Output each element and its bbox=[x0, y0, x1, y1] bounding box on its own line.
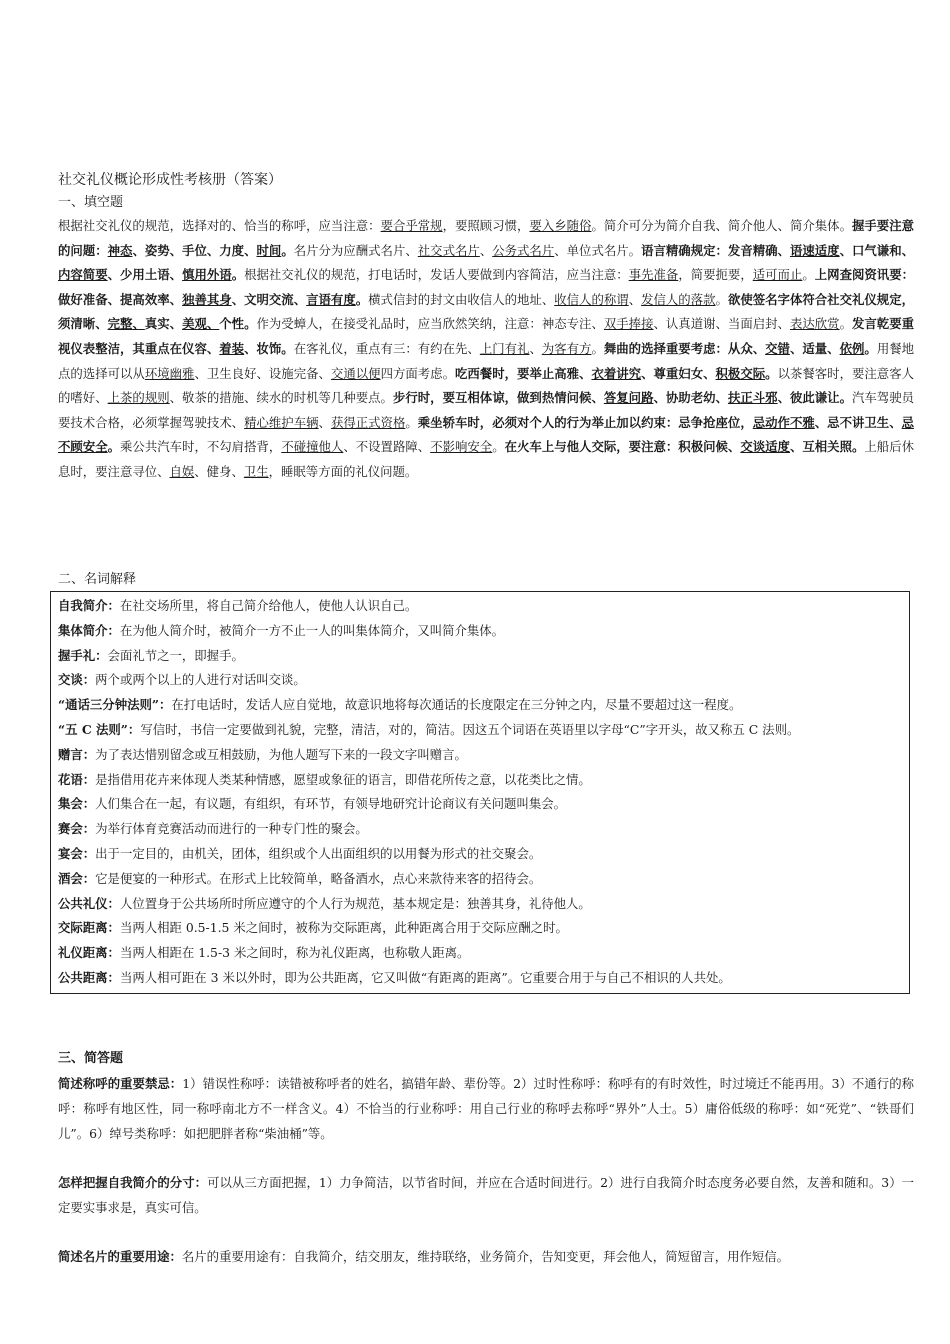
paragraph-text: 握手要注意的问题： bbox=[58, 218, 915, 258]
definition-term: 赠言： bbox=[58, 746, 96, 762]
paragraph-text: 上船后休息时，要注意寻位、 bbox=[58, 439, 915, 479]
answer-blank: 语速适度 bbox=[789, 242, 840, 258]
question-label: 简述名片的重要用途： bbox=[58, 1249, 182, 1264]
answer-blank: 环境幽雅 bbox=[144, 365, 195, 381]
paragraph-text: 以茶餐客时，要注意客人的嗜好、 bbox=[58, 365, 915, 406]
paragraph-text: 、健身、 bbox=[194, 463, 244, 479]
definition-term: 花语： bbox=[58, 771, 96, 787]
answer-blank: 交谈适度 bbox=[740, 439, 790, 455]
definition-item bbox=[58, 668, 903, 693]
answer-blank: 交错 bbox=[765, 340, 790, 356]
paragraph-text: 、互相关照。 bbox=[789, 439, 865, 455]
answer-blank: 事先准备 bbox=[628, 267, 679, 283]
answer-text: 名片的重要用途有：自我简介，结交朋友，维持联络，业务简介，告知变更，拜会他人，简短留言，用作短信。 bbox=[181, 1249, 790, 1264]
section-heading-definitions: 二、名词解释 bbox=[58, 572, 137, 587]
paragraph-text: 用餐地点的选择可以从 bbox=[58, 340, 915, 381]
paragraph-text: 、彼此谦让。 bbox=[777, 390, 852, 406]
answer-blank: 忌动作不雅 bbox=[752, 414, 815, 430]
definition-item bbox=[58, 594, 903, 619]
definition-term: 酒会： bbox=[58, 870, 96, 886]
paragraph-text: 、 bbox=[529, 340, 542, 356]
paragraph-text: 在客礼仪，重点有三：有约在先、 bbox=[293, 340, 480, 356]
paragraph-text: 、敬茶的措施、续水的时机等几种要点。 bbox=[169, 390, 393, 406]
paragraph-text: 根据社交礼仪的规范，打电话时，发话人要做到内容简洁，应当注意： bbox=[244, 267, 629, 283]
answer-blank: 美观、 bbox=[182, 316, 220, 332]
paragraph-text: 。 bbox=[591, 340, 604, 356]
paragraph-text: ，简要扼要， bbox=[678, 267, 753, 283]
paragraph-text: 。 bbox=[492, 439, 505, 455]
definition-term: 公共距离： bbox=[58, 969, 120, 985]
paragraph-text: 发言乾要重视仪表整洁，其重点在仪容、 bbox=[58, 316, 915, 356]
definition-text: 当两人相可距在 3 米以外时，即为公共距离，它又叫做“有距离的距离”。它重要合用于与自己不相识的人共处。 bbox=[119, 969, 731, 985]
definition-term: 自我简介： bbox=[58, 598, 120, 613]
answer-blank: 要合乎常规 bbox=[380, 218, 443, 233]
answer-block bbox=[58, 1170, 914, 1220]
definition-item bbox=[58, 892, 903, 917]
definition-item bbox=[58, 743, 903, 768]
answer-blank: 为客有方 bbox=[541, 340, 592, 356]
answer-blank: 表达欣赏 bbox=[789, 316, 840, 332]
paragraph-text: 、少用土语、 bbox=[107, 267, 183, 283]
definition-text: 在社交场所里，将自己简介给他人，使他人认识自己。 bbox=[119, 598, 418, 613]
answer-blank: 精心维护车辆 bbox=[244, 414, 319, 430]
definition-text: 两个或两个以上的人进行对话叫交谈。 bbox=[95, 672, 306, 688]
definition-item bbox=[58, 867, 903, 892]
answer-blank: 获得正式资格 bbox=[330, 414, 406, 430]
definition-term: 集体简介： bbox=[58, 622, 120, 638]
answer-blank: 忌不顾安全 bbox=[58, 414, 915, 455]
definition-term: “通话三分钟法则”： bbox=[58, 697, 172, 713]
answer-blank: 上茶的规则 bbox=[107, 390, 170, 406]
paragraph-text: 名片分为应酬式名片、 bbox=[293, 242, 418, 258]
paragraph-text: 、文明交流、 bbox=[231, 291, 307, 307]
definition-item bbox=[58, 817, 903, 842]
definition-term: 赛会： bbox=[58, 821, 96, 837]
definition-text: 它是便宴的一种形式。在形式上比较简单，略备酒水，点心来款待来客的招待会。 bbox=[95, 870, 542, 886]
paragraph-text: 步行时，要互相体谅，做到热情问候、 bbox=[392, 390, 604, 406]
answer-blank: 积极交际 bbox=[715, 365, 766, 381]
definition-text: 在打电话时，发话人应自觉地，故意识地将每次通话的长度限定在三分钟之内，尽量不要超过这一程度。 bbox=[171, 697, 742, 713]
paragraph-text: 。 bbox=[405, 414, 418, 430]
answer-blank: 慎用外语 bbox=[182, 267, 232, 283]
answer-blank: 神态 bbox=[107, 242, 133, 258]
definition-item bbox=[58, 619, 903, 644]
definition-term: 交际距离： bbox=[58, 920, 120, 936]
paragraph-text: 、适量、 bbox=[789, 340, 840, 356]
paragraph-text: 、单位式名片。 bbox=[554, 242, 642, 258]
answer-blank: 发信人的落款 bbox=[641, 291, 716, 307]
paragraph-text: 、 bbox=[318, 414, 331, 430]
definition-term: 集会： bbox=[58, 796, 96, 812]
answer-blank: 卫生 bbox=[243, 463, 269, 479]
answer-blank: 、 bbox=[132, 316, 145, 332]
paragraph-text: ，睡眠等方面的礼仪问题。 bbox=[268, 463, 418, 479]
paragraph-text: 。 bbox=[355, 291, 369, 307]
definition-item bbox=[58, 718, 903, 743]
paragraph-text: 真实、 bbox=[144, 316, 183, 332]
paragraph-text: 语言精确规定：发音精确、 bbox=[641, 242, 790, 258]
answer-blank: 完整 bbox=[107, 316, 133, 332]
answer-blank: 依例 bbox=[839, 340, 865, 356]
paragraph-text: 、姿势、手位、力度、 bbox=[132, 242, 257, 258]
paragraph-text: 、尊重妇女、 bbox=[641, 365, 716, 381]
paragraph-text: 、认真道谢、当面启封、 bbox=[653, 316, 790, 332]
paragraph-text: 。 bbox=[107, 439, 121, 455]
definition-term: 交谈： bbox=[58, 672, 96, 688]
paragraph-text: 、协助老幼、 bbox=[653, 390, 728, 406]
definition-item bbox=[58, 966, 903, 991]
answer-blank: 着装 bbox=[219, 340, 245, 356]
paragraph-text: 、妆饰。 bbox=[244, 340, 294, 356]
answer-blank: 收信人的称谓 bbox=[554, 291, 629, 307]
definition-term: 礼仪距离： bbox=[58, 945, 120, 961]
answer-blank: 上门有礼 bbox=[479, 340, 530, 356]
answer-blank: 自娱 bbox=[169, 463, 195, 479]
answer-block bbox=[58, 1244, 914, 1269]
definition-item bbox=[58, 916, 903, 941]
definition-term: 握手礼： bbox=[58, 647, 108, 663]
answer-blank: 社交式名片 bbox=[417, 242, 480, 258]
section-heading-fill-in: 一、填空题 bbox=[58, 195, 124, 210]
fill-in-paragraph bbox=[58, 214, 914, 485]
paragraph-text: 欲使签名字体符合社交礼仪规定，须清晰、 bbox=[58, 291, 915, 332]
answer-blank: 要入乡随俗 bbox=[529, 218, 592, 233]
definition-term: 公共礼仪： bbox=[58, 895, 120, 911]
paragraph-text: 、不设置路障、 bbox=[343, 439, 431, 455]
paragraph-text: 在火车上与他人交际，要注意：积极问候、 bbox=[504, 439, 741, 455]
definition-text: 在为他人简介时，被简介一方不止一人的叫集体简介，又叫简介集体。 bbox=[119, 622, 505, 638]
definition-item bbox=[58, 693, 903, 718]
paragraph-text: 四方面考虑。 bbox=[380, 365, 455, 381]
paragraph-text: 横式信封的封文由收信人的地址、 bbox=[368, 291, 555, 307]
paragraph-text: 上网查阅资讯要：做好准备、提高效率、 bbox=[58, 267, 915, 307]
definition-text: 人们集合在一起，有议题，有组织，有环节，有领导地研究计论商议有关问题叫集会。 bbox=[95, 796, 567, 812]
paragraph-text: 根据社交礼仪的规范，选择对的、恰当的称呼，应当注意： bbox=[58, 218, 381, 233]
definition-text: 为举行体育竞赛活动而进行的一种专门性的聚会。 bbox=[95, 821, 368, 837]
paragraph-text: 、 bbox=[479, 242, 493, 258]
answer-blank: 适可而止 bbox=[752, 267, 803, 283]
answer-blank: 交通以便 bbox=[330, 365, 381, 381]
paragraph-text: 乘公共汽车时，不勾肩搭背， bbox=[120, 439, 282, 455]
answer-blank: 言语有度 bbox=[306, 291, 356, 307]
definition-text: 出于一定目的，由机关，团体，组织或个人出面组织的以用餐为形式的社交聚会。 bbox=[95, 845, 542, 861]
answer-blank: 公务式名片 bbox=[492, 242, 555, 258]
document-body bbox=[58, 168, 914, 485]
definition-term: “五 C 法则”： bbox=[58, 721, 141, 737]
answer-blank: 双手捧接 bbox=[603, 316, 654, 332]
definition-text: 会面礼节之一，即握手。 bbox=[107, 647, 244, 663]
answer-blank: 不影响安全 bbox=[430, 439, 493, 455]
definition-item bbox=[58, 842, 903, 867]
definitions-box bbox=[50, 591, 910, 994]
definition-item bbox=[58, 792, 903, 817]
answer-text: 1）错误性称呼：读错被称呼者的姓名，搞错年龄、辈份等。2）过时性称呼：称呼有的有时效性，时过境迁不能再用。3）不通行的称呼：称呼有地区性，同一称呼南北方不一样含义。4）不恰当的行业称呼：用自己行业的称呼去称呼“界外”人士。5）庸俗低级的称呼：如“死党”、“铁哥们儿”。6）绰号类称呼：如把肥胖者称“柴油桶”等。 bbox=[58, 1076, 915, 1141]
section-heading-short-answer: 三、简答题 bbox=[58, 1051, 124, 1066]
definition-item bbox=[58, 941, 903, 966]
paragraph-text: 、卫生良好、设施完备、 bbox=[194, 365, 331, 381]
paragraph-text: 舞曲的选择重要考虑：从众、 bbox=[603, 340, 766, 356]
answer-text: 可以从三方面把握，1）力争简洁，以节省时间，并应在合适时间进行。2）进行自我简介时态度务必要自然，友善和随和。3）一定要实事求是，真实可信。 bbox=[58, 1175, 915, 1215]
definition-term: 宴会： bbox=[58, 845, 96, 861]
definition-text: 写信时，书信一定要做到礼貌，完整，清洁，对的，简洁。因这五个词语在英语里以字母“C”字开头，故又称五 C 法则。 bbox=[140, 721, 800, 737]
definition-item bbox=[58, 768, 903, 793]
paragraph-text: 。 bbox=[864, 340, 877, 356]
answer-blank: 衣着讲究 bbox=[591, 365, 642, 381]
question-label: 怎样把握自我简介的分寸： bbox=[58, 1175, 208, 1190]
paragraph-text: 、 bbox=[628, 291, 642, 307]
paragraph-text: 。简介可分为简介自我、简介他人、简介集体。 bbox=[591, 218, 852, 233]
definition-text: 是指借用花卉来体现人类某种情感，愿望或象征的语言，即借花所传之意，以花类比之情。 bbox=[95, 771, 591, 787]
paragraph-text: 。 bbox=[281, 242, 294, 258]
paragraph-text: 。 bbox=[765, 365, 778, 381]
definition-text: 为了表达惜别留念或互相鼓励，为他人题写下来的一段文字叫赠言。 bbox=[95, 746, 467, 762]
answer-blank: 时间 bbox=[256, 242, 282, 258]
answer-block bbox=[58, 1071, 914, 1146]
definition-text: 当两人相距在 1.5-3 米之间时，称为礼仪距离，也称敬人距离。 bbox=[119, 945, 470, 961]
paragraph-text: 汽车驾驶员要技术合格，必须掌握驾驶技术、 bbox=[58, 390, 915, 430]
document-title: 社交礼仪概论形成性考核册（答案） bbox=[58, 172, 282, 188]
definition-text: 当两人相距 0.5-1.5 米之间时，被称为交际距离，此种距离合用于交际应酬之时。 bbox=[119, 920, 568, 936]
answer-blank: 不碰撞他人 bbox=[281, 439, 344, 455]
paragraph-text: 个性。 bbox=[219, 316, 257, 332]
question-label: 简述称呼的重要禁忌： bbox=[58, 1076, 183, 1091]
definition-item bbox=[58, 644, 903, 669]
definition-text: 人位置身于公共场所时所应遵守的个人行为规范，基本规定是：独善其身，礼待他人。 bbox=[119, 895, 591, 911]
paragraph-text: 吃西餐时，要举止高雅、 bbox=[455, 365, 592, 381]
paragraph-text: 。 bbox=[839, 316, 852, 332]
paragraph-text: 、口气谦和、 bbox=[839, 242, 915, 258]
paragraph-text: ，要照顾习惯， bbox=[442, 218, 530, 233]
paragraph-text: 。 bbox=[231, 267, 245, 283]
paragraph-text: 。 bbox=[802, 267, 815, 283]
answer-blank: 答复问路 bbox=[603, 390, 654, 406]
paragraph-text: 、忌不讲卫生、 bbox=[814, 414, 902, 430]
answer-blank: 内容简要 bbox=[58, 267, 108, 283]
answer-blank: 独善其身 bbox=[182, 291, 232, 307]
paragraph-text: 乘坐轿车时，必须对个人的行为举止加以约束：忌争抢座位， bbox=[417, 414, 753, 430]
paragraph-text: 。 bbox=[715, 291, 728, 307]
paragraph-text: 作为受蟑人，在接受礼品时，应当欣然笑纳，注意：神态专注、 bbox=[256, 316, 604, 332]
answer-blank: 扶正斗邪 bbox=[727, 390, 778, 406]
